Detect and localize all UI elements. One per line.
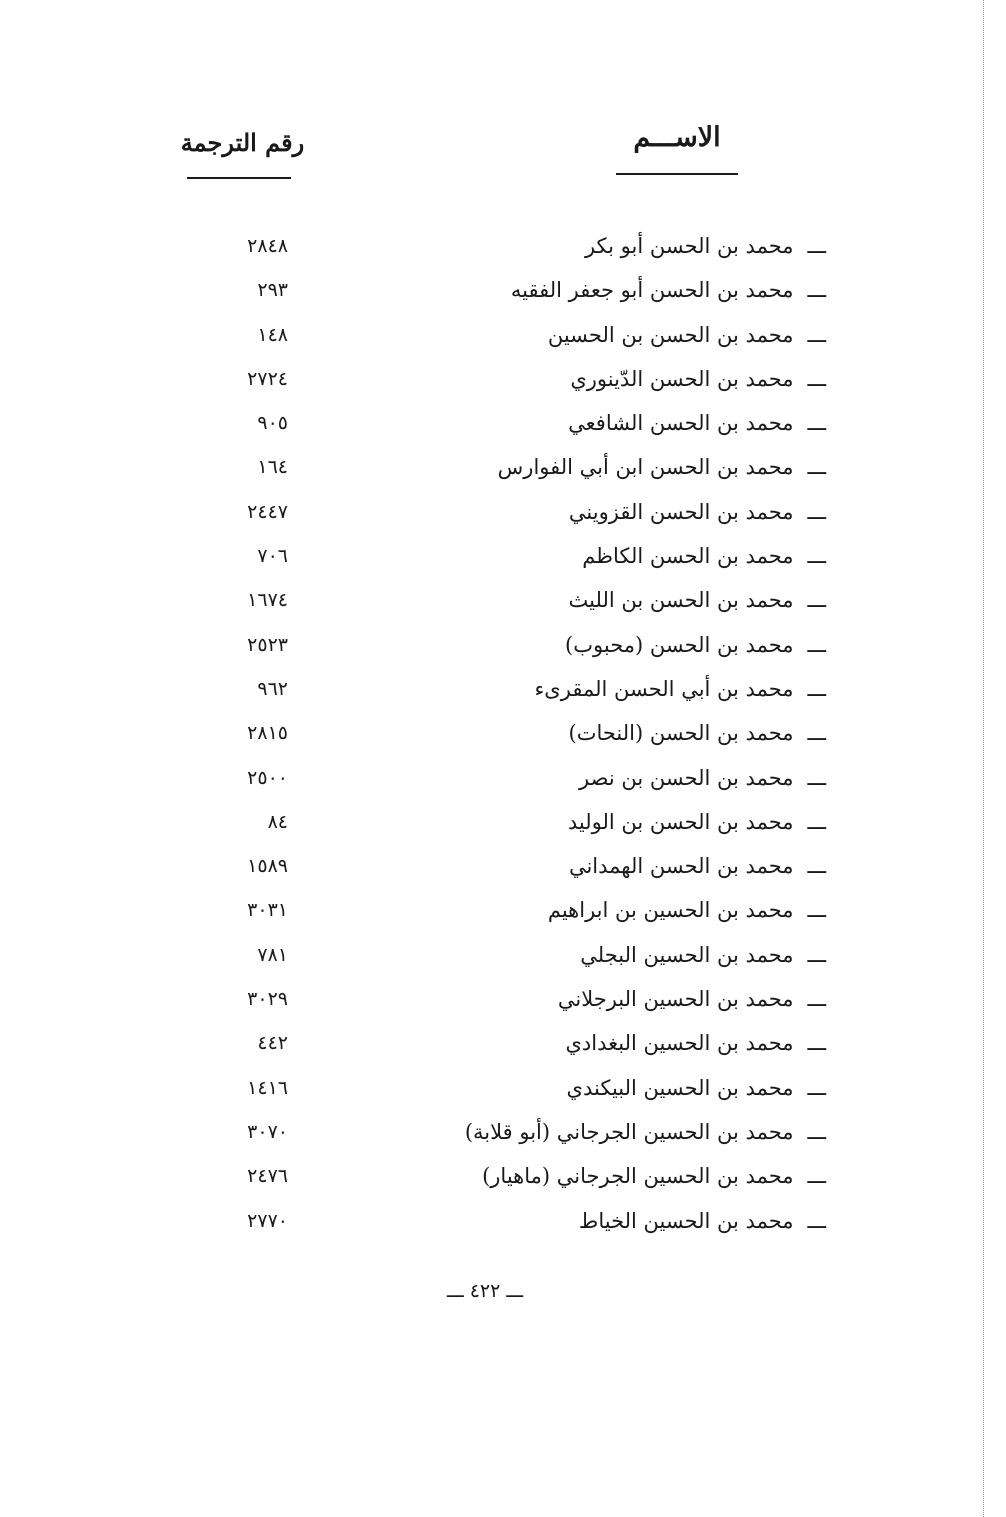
entry-dash: ـــ — [807, 854, 826, 879]
entry-name-text: محمد بن الحسن الهمداني — [568, 854, 794, 879]
entry-row — [180, 711, 826, 755]
entry-dash: ـــ — [807, 1164, 826, 1189]
entry-name — [558, 977, 826, 1021]
entry-name-text: محمد بن أبي الحسن المقرىء — [534, 676, 794, 701]
header-number-underline — [187, 177, 291, 179]
entry-number: ٢٤٧٦ — [247, 1165, 288, 1188]
entry-name — [569, 490, 826, 534]
entry-row — [180, 357, 826, 401]
entries-list — [180, 224, 826, 1243]
entry-name — [580, 933, 826, 977]
entry-row — [180, 578, 826, 622]
entry-name-text: محمد بن الحسن أبو جعفر الفقيه — [510, 278, 794, 303]
entry-name — [465, 1110, 826, 1154]
entry-dash: ـــ — [807, 1075, 826, 1100]
entry-name-text: محمد بن الحسين البرجلاني — [557, 987, 794, 1012]
entry-row — [180, 667, 826, 711]
entry-row — [180, 1066, 826, 1110]
entry-number: ٣٠٧٠ — [247, 1120, 288, 1143]
entry-row — [180, 756, 826, 800]
entry-name-text: محمد بن الحسن (محبوب) — [565, 632, 794, 657]
entry-number: ٢٩٣ — [257, 279, 288, 302]
entry-dash: ـــ — [807, 499, 826, 524]
entry-row — [180, 534, 826, 578]
entry-number: ٧٨١ — [257, 943, 288, 966]
entry-dash: ـــ — [807, 588, 826, 613]
entry-number: ١٤١٦ — [247, 1076, 288, 1099]
entry-number: ١٤٨ — [257, 323, 288, 346]
entry-dash: ـــ — [807, 987, 826, 1012]
entry-name-text: محمد بن الحسين الجرجاني (أبو قلابة) — [464, 1119, 794, 1144]
entry-number: ٤٤٢ — [257, 1032, 288, 1055]
entry-dash: ـــ — [807, 278, 826, 303]
entry-dash: ـــ — [807, 544, 826, 569]
entry-name — [569, 578, 826, 622]
entry-name-text: محمد بن الحسن أبو بكر — [584, 234, 794, 258]
header-number-column: رقم الترجمة — [180, 128, 305, 157]
header-name-underline — [616, 173, 738, 175]
entry-name-text: محمد بن الحسن الكاظم — [582, 544, 794, 569]
entry-row — [180, 313, 826, 357]
entry-name-text: محمد بن الحسن الدّينوري — [570, 366, 794, 391]
entry-name — [570, 357, 826, 401]
entry-name-text: محمد بن الحسن بن نصر — [579, 765, 794, 790]
entry-number: ٢٥٠٠ — [247, 766, 288, 789]
entry-number: ٣٠٢٩ — [247, 988, 288, 1011]
entry-dash: ـــ — [807, 455, 826, 480]
entry-row — [180, 844, 826, 888]
entry-name-text: محمد بن الحسين الجرجاني (ماهيار) — [482, 1164, 794, 1189]
entry-dash: ـــ — [807, 942, 826, 967]
entry-name-text: محمد بن الحسين بن ابراهيم — [547, 898, 794, 923]
entry-row — [180, 1154, 826, 1198]
entry-number: ٢٥٢٣ — [247, 633, 288, 656]
entry-number: ٢٧٢٤ — [247, 367, 288, 390]
entry-row — [180, 268, 826, 312]
entry-name-text: محمد بن الحسين البيكندي — [566, 1075, 794, 1100]
entry-name — [548, 313, 826, 357]
entry-name-text: محمد بن الحسن الشافعي — [568, 411, 794, 436]
entry-name-text: محمد بن الحسين الخياط — [578, 1208, 794, 1233]
entry-name-text: محمد بن الحسن القزويني — [568, 499, 794, 524]
entry-name-text: محمد بن الحسن (النحات) — [568, 721, 794, 746]
entry-row — [180, 490, 826, 534]
entry-number: ١٥٨٩ — [247, 855, 288, 878]
entry-number: ٨٤ — [267, 810, 288, 833]
page-edge-line — [983, 0, 984, 1517]
entry-name-text: محمد بن الحسن ابن أبي الفوارس — [497, 455, 794, 480]
entry-row — [180, 623, 826, 667]
entry-name — [579, 1199, 826, 1243]
entry-number: ٢٨١٥ — [247, 722, 288, 745]
entry-number: ٢٤٤٧ — [247, 500, 288, 523]
entry-name — [569, 844, 826, 888]
entry-name — [548, 888, 826, 932]
entry-name-text: محمد بن الحسن بن الوليد — [567, 809, 794, 834]
entry-row — [180, 401, 826, 445]
entry-name — [534, 667, 826, 711]
entry-name — [569, 711, 826, 755]
entry-row — [180, 888, 826, 932]
entry-dash: ـــ — [807, 411, 826, 436]
entry-name-text: محمد بن الحسين البجلي — [580, 942, 794, 967]
entry-dash: ـــ — [807, 234, 826, 258]
entry-name — [585, 224, 826, 268]
entry-dash: ـــ — [807, 898, 826, 923]
entry-name — [568, 401, 826, 445]
entry-name — [565, 623, 826, 667]
entry-name — [567, 1066, 826, 1110]
entry-dash: ـــ — [807, 676, 826, 701]
page-number: ـــ ٤٢٢ ـــ — [446, 1280, 524, 1302]
entry-name — [511, 268, 826, 312]
entry-dash: ـــ — [807, 322, 826, 347]
entry-row — [180, 977, 826, 1021]
entry-name-text: محمد بن الحسن بن الحسين — [547, 322, 794, 347]
entry-name — [498, 445, 826, 489]
entry-row — [180, 800, 826, 844]
entry-dash: ـــ — [807, 809, 826, 834]
entry-row — [180, 224, 826, 268]
entry-number: ٩٦٢ — [257, 677, 288, 700]
entry-number: ١٦٧٤ — [247, 589, 288, 612]
entry-dash: ـــ — [807, 366, 826, 391]
entry-name — [482, 1154, 826, 1198]
entry-dash: ـــ — [807, 765, 826, 790]
entry-number: ١٦٤ — [257, 456, 288, 479]
entry-row — [180, 1199, 826, 1243]
entry-dash: ـــ — [807, 721, 826, 746]
entry-number: ٣٠٣١ — [247, 899, 288, 922]
entry-row — [180, 445, 826, 489]
entry-number: ٧٠٦ — [257, 545, 288, 568]
entry-name — [582, 534, 826, 578]
entry-dash: ـــ — [807, 1031, 826, 1056]
entry-number: ٢٧٧٠ — [247, 1209, 288, 1232]
entry-dash: ـــ — [807, 1119, 826, 1144]
entry-row — [180, 1021, 826, 1065]
entry-name — [579, 756, 826, 800]
entry-name — [568, 800, 826, 844]
entry-name — [566, 1021, 827, 1065]
header-name-column: الاســـم — [633, 122, 721, 153]
entry-number: ٢٨٤٨ — [247, 235, 288, 257]
entry-dash: ـــ — [807, 1208, 826, 1233]
entry-name-text: محمد بن الحسن بن الليث — [568, 588, 794, 613]
entry-number: ٩٠٥ — [257, 412, 288, 435]
entry-dash: ـــ — [807, 632, 826, 657]
entry-row — [180, 933, 826, 977]
entry-name-text: محمد بن الحسين البغدادي — [565, 1031, 794, 1056]
entry-row — [180, 1110, 826, 1154]
